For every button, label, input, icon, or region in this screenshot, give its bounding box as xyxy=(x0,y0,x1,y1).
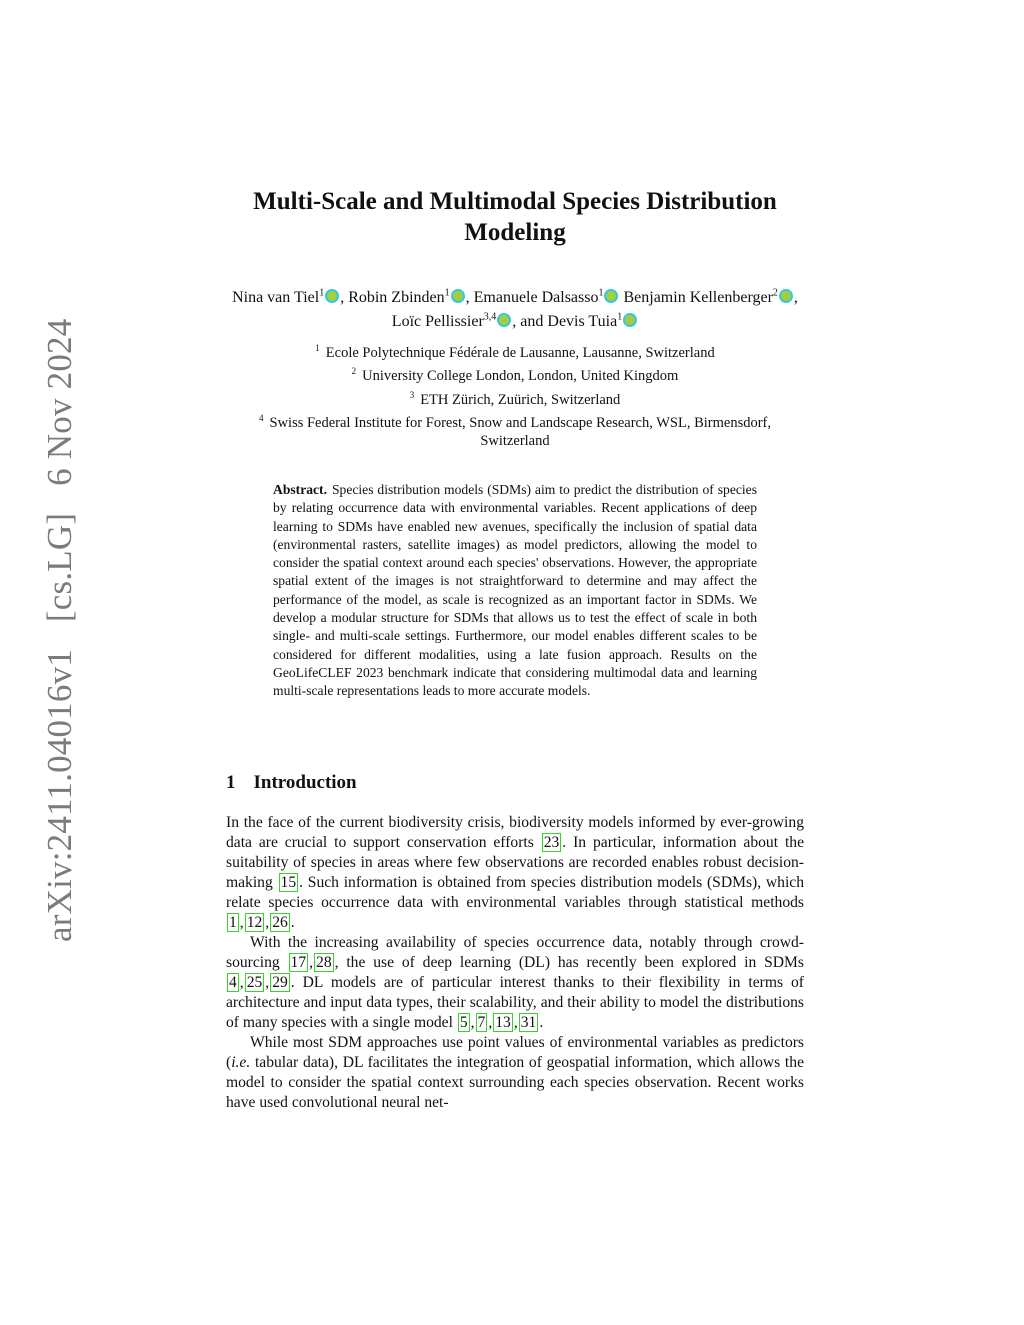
body-text xyxy=(226,813,804,1113)
paragraph: In the face of the current biodiversity crisis, biodiversity models informed by ever-growing data are crucial to support conservation efforts 23 . In particular, information about the suitability of species in areas where few observations are recorded enables robust decision-making 15 . Such information is obtained from species distribution models (SDMs), which relate species occurrence data with environmental variables through statistical methods 1 , 12 , 26 . xyxy=(226,814,804,931)
section-title: Introduction xyxy=(253,772,357,793)
orcid-icon[interactable] xyxy=(604,289,618,303)
abstract-label: Abstract. xyxy=(273,482,327,497)
citation-link[interactable]: 12 xyxy=(246,914,263,931)
paper-title xyxy=(200,186,830,248)
section-number: 1 xyxy=(226,772,236,793)
affiliation: $^3$ ETH Zürich, Zuürich, Switzerland xyxy=(409,389,621,408)
affiliation: $^4$ Swiss Federal Institute for Forest, Snow and Landscape Research, WSL, Birmensdorf, Switzerland xyxy=(259,412,771,450)
citation-link[interactable]: 17 xyxy=(290,954,307,971)
author-name: Robin Zbinden$^1$ , xyxy=(348,288,470,307)
section-heading xyxy=(226,770,357,796)
abstract-text: Species distribution models (SDMs) aim to predict the distribution of species by relating occurrence data with environmental variables. Recent applications of deep learning to SDMs have enabled new avenues, specifically the inclusion of spatial data (environmental rasters, satellite images) as model predictors, allowing the model to consider the spatial context around each species' observations. However, the appropriate spatial extent of the images is not straightforward to determine and may affect the performance of the model, as scale is recognized as an important factor in SDMs. We develop a modular structure for SDMs that allows us to test the effect of scale in both single- and multi-scale settings. Furthermore, our model enables different scales to be considered for different modalities, using a late fusion approach. Results on the GeoLifeCLEF 2023 benchmark indicate that considering multimodal data and learning multi-scale representations leads to more accurate models. xyxy=(273,482,757,699)
citation-link[interactable]: 13 xyxy=(495,1014,511,1031)
title-line-2: Modeling xyxy=(464,219,566,246)
orcid-icon[interactable] xyxy=(451,289,465,303)
affiliation-list xyxy=(230,339,800,451)
author-list xyxy=(230,284,800,331)
title-line-1: Multi-Scale and Multimodal Species Distribution xyxy=(253,188,777,215)
orcid-icon[interactable] xyxy=(779,289,793,303)
citation-link[interactable]: 15 xyxy=(280,874,297,891)
paragraph: While most SDM approaches use point values of environmental variables as predictors (i.e. tabular data), DL facilitates the integration of geospatial information, which allows the model to consider the spatial context surrounding each species observation. Recent works have used convolutional neural net- xyxy=(226,1034,804,1111)
affiliation: $^1$ Ecole Polytechnique Fédérale de Lausanne, Lausanne, Switzerland xyxy=(315,343,715,361)
arxiv-date: 6 Nov 2024 xyxy=(40,318,79,486)
citation-link[interactable]: 23 xyxy=(543,834,560,851)
author-name: and Devis Tuia$^1$ xyxy=(520,313,638,330)
author-name: Emanuele Dalsasso$^1$ xyxy=(474,289,620,306)
citation-link[interactable]: 26 xyxy=(272,914,288,931)
citation-link[interactable]: 5 xyxy=(459,1014,468,1031)
arxiv-identifier-stamp xyxy=(30,318,90,942)
citation-link[interactable]: 31 xyxy=(520,1014,537,1031)
orcid-icon[interactable] xyxy=(325,289,339,303)
orcid-icon[interactable] xyxy=(623,313,637,327)
citation-link[interactable]: 4 xyxy=(229,974,237,991)
citation-link[interactable]: 1 xyxy=(229,914,237,931)
author-name: Benjamin Kellenberger$^2$ , xyxy=(623,288,798,307)
citation-link[interactable]: 29 xyxy=(272,974,288,991)
orcid-icon[interactable] xyxy=(497,313,511,327)
author-name: Nina van Tiel$^1$ , xyxy=(232,288,345,307)
paragraph: With the increasing availability of species occurrence data, notably through crowd-sourcing 17 , 28 , the use of deep learning (DL) has recently been explored in SDMs 4 , 25 , 29 . DL models are of particular interest thanks to their flexibility in terms of architecture and input data types, their scalability, and their ability to model the distributions of many species with a single model 5 , 7 , 13 , 31 . xyxy=(226,934,804,1031)
citation-link[interactable]: 25 xyxy=(246,974,263,991)
author-name: Loïc Pellissier$^{3,4}$ , xyxy=(391,311,517,330)
arxiv-id: arXiv:2411.04016v1 xyxy=(40,649,79,942)
arxiv-category: [cs.LG] xyxy=(40,512,79,623)
abstract xyxy=(273,481,757,701)
citation-link[interactable]: 7 xyxy=(477,1014,486,1031)
citation-link[interactable]: 28 xyxy=(316,954,332,971)
affiliation: $^2$ University College London, London, United Kingdom xyxy=(351,366,679,385)
